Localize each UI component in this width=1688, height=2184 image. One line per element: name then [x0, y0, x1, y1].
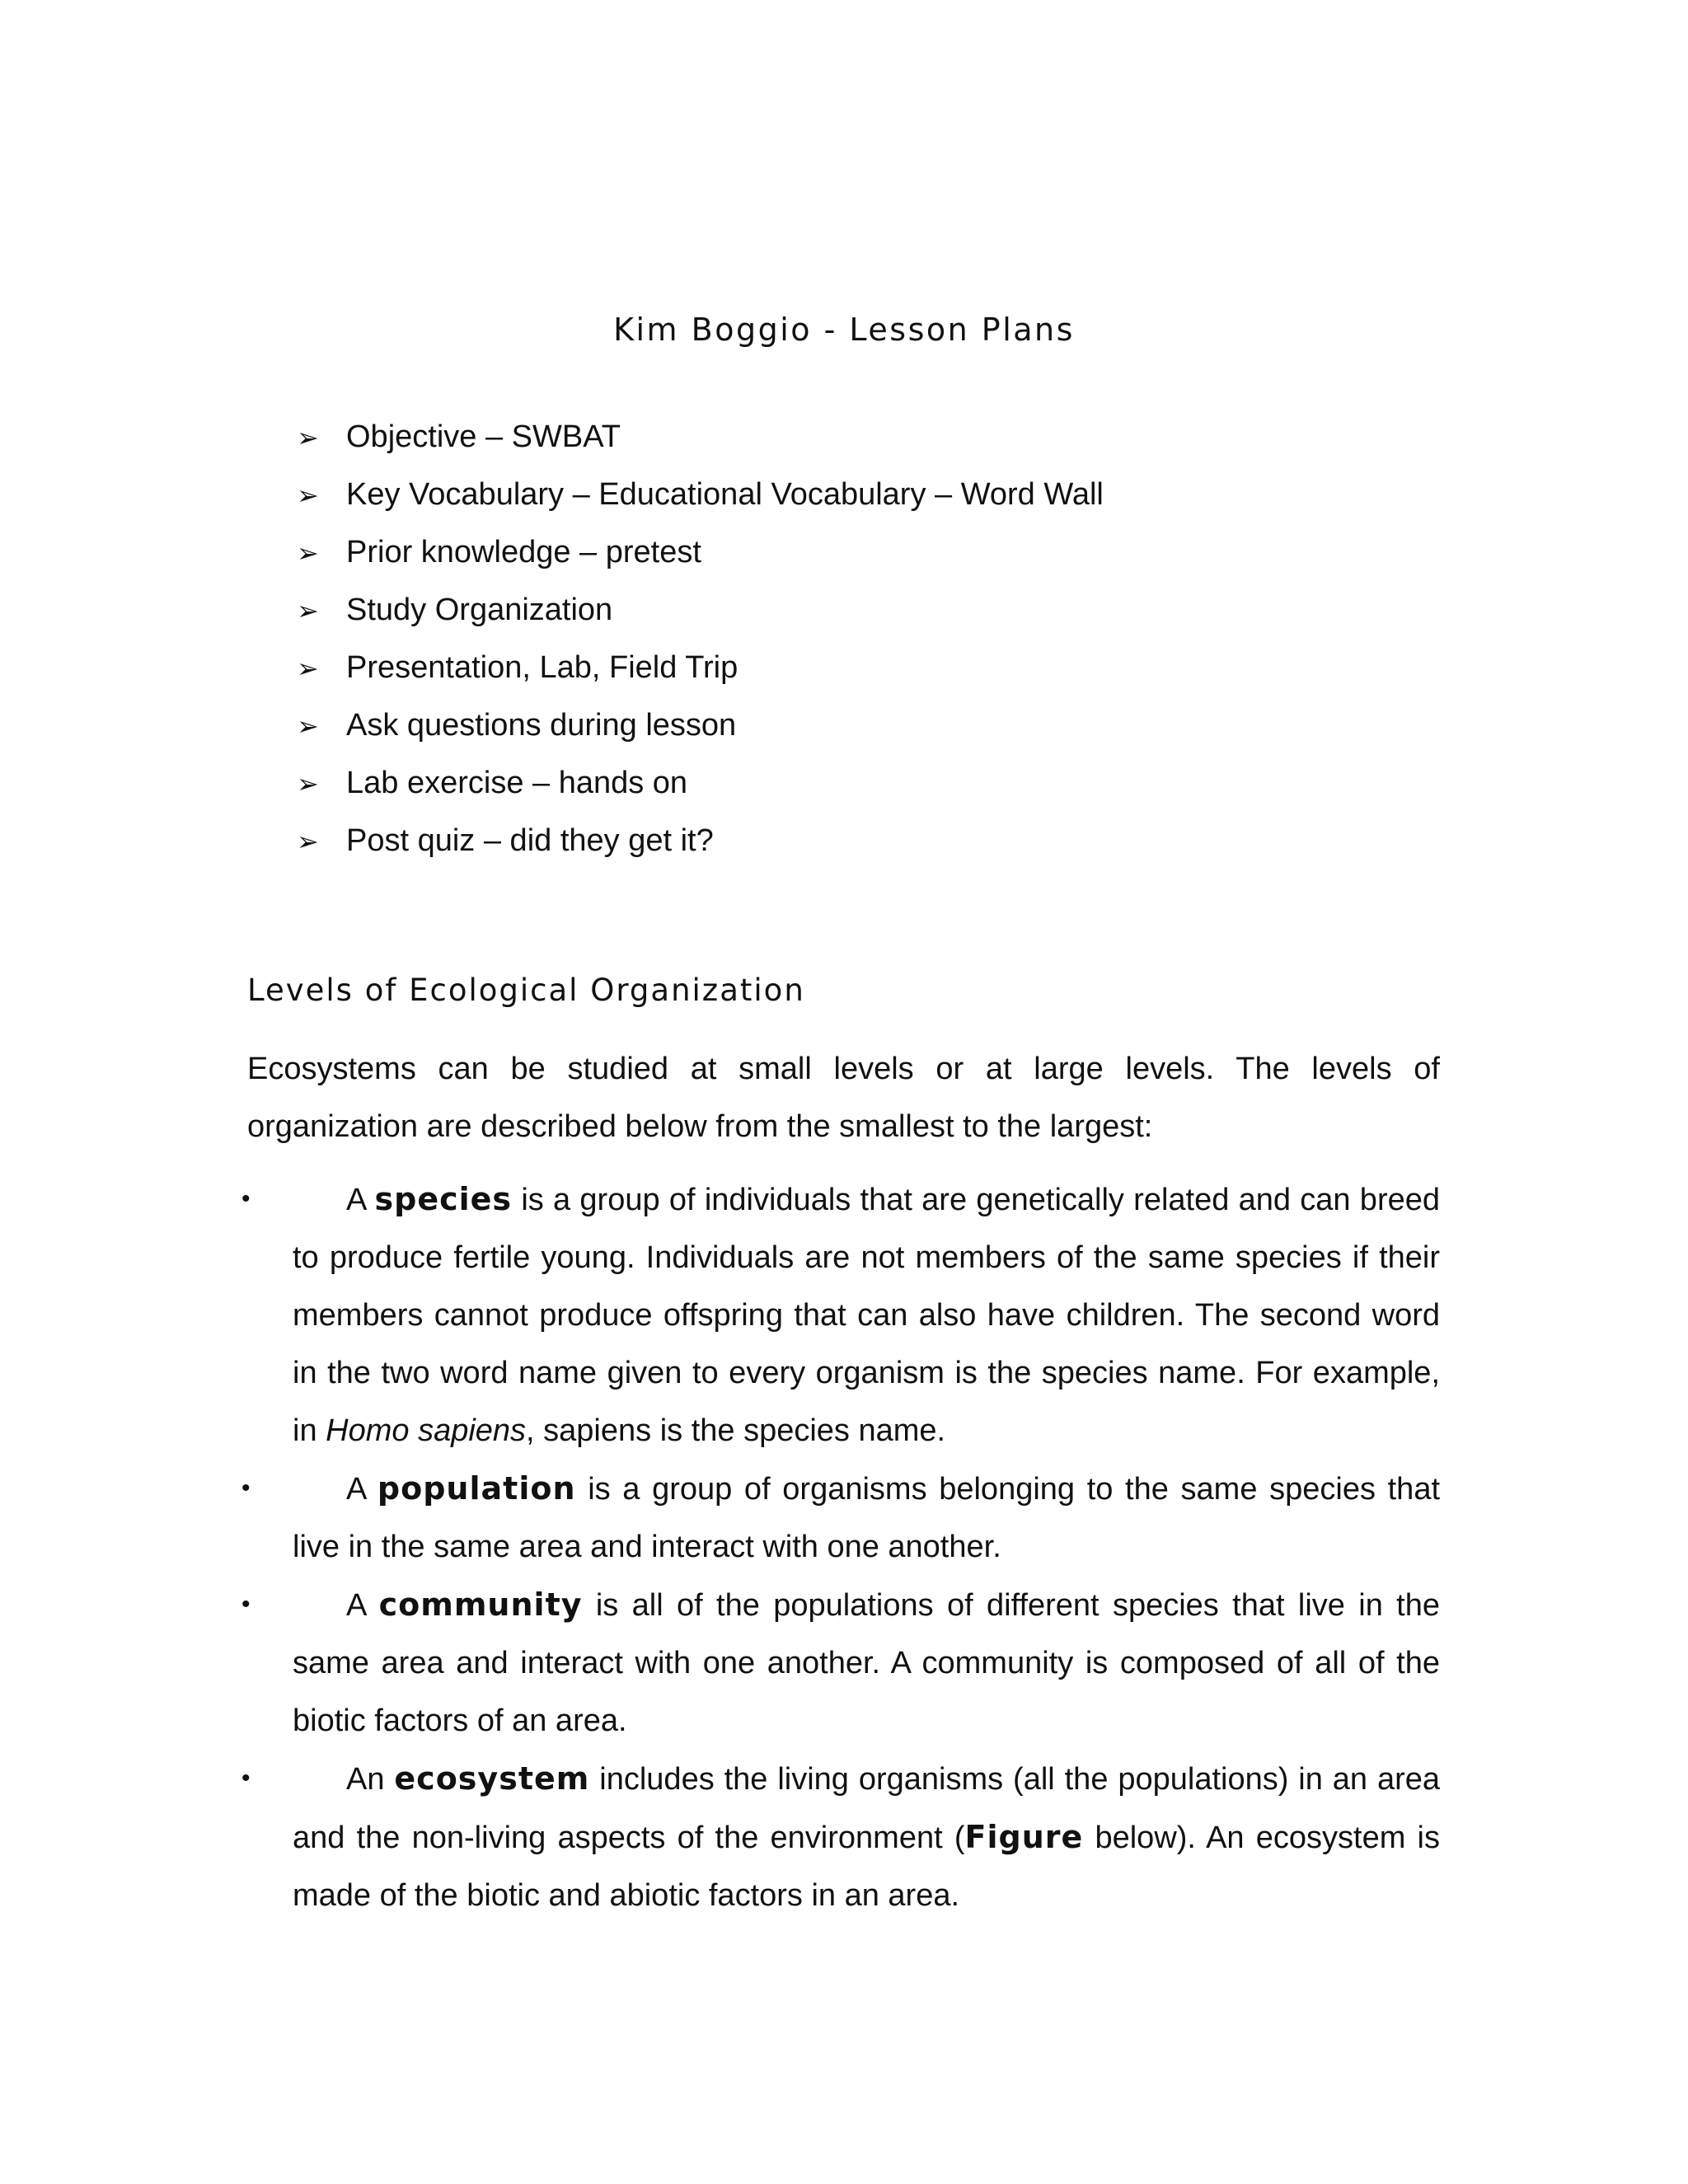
list-item	[297, 696, 1104, 754]
bullet-icon: •	[241, 1765, 251, 1792]
level-item-species	[241, 1170, 1440, 1460]
list-item-text: Study Organization	[346, 593, 613, 627]
intro-paragraph: Ecosystems can be studied at small levels or at large levels. The levels of organization are described below from the smallest to the largest:	[247, 1052, 1440, 1144]
ecological-levels-list	[241, 1170, 1441, 1924]
list-item	[297, 581, 1104, 639]
arrow-bullet-icon: ➢	[297, 711, 319, 741]
list-item-text: Prior knowledge – pretest	[346, 535, 701, 569]
arrow-bullet-icon: ➢	[297, 596, 319, 626]
figure-reference: Figure	[964, 1819, 1084, 1855]
term-ecosystem: ecosystem	[394, 1760, 590, 1797]
scientific-name: Homo sapiens	[326, 1413, 527, 1448]
list-item-text: Key Vocabulary – Educational Vocabulary – Word Wall	[346, 477, 1104, 512]
arrow-bullet-icon: ➢	[297, 827, 319, 856]
list-item-text: Objective – SWBAT	[346, 419, 621, 454]
page-title: Kim Boggio - Lesson Plans	[613, 312, 1075, 348]
definition-text: includes the living organisms (all the populations) in an area and the non-living aspects of the environment (	[293, 1762, 1441, 1855]
article-word: A	[346, 1588, 366, 1623]
definition-text-end: , sapiens is the species name.	[526, 1413, 946, 1448]
arrow-bullet-icon: ➢	[297, 769, 319, 799]
list-item	[297, 812, 1104, 869]
article-word: An	[346, 1762, 385, 1797]
definition-text: is all of the populations of different species that live in the same area and interact with one another. A community is composed of all of the biotic factors of an area.	[293, 1588, 1441, 1738]
list-item-text: Lab exercise – hands on	[346, 766, 688, 800]
definition-text-end: below). An ecosystem is made of the biotic and abiotic factors in an area.	[293, 1821, 1440, 1913]
definition-text: is a group of organisms belonging to the same species that live in the same area and interact with one another.	[293, 1472, 1441, 1564]
term-community: community	[378, 1586, 583, 1623]
article-word: A	[346, 1183, 366, 1217]
list-item	[297, 523, 1104, 581]
arrow-bullet-icon: ➢	[297, 480, 319, 510]
level-item-community	[241, 1576, 1441, 1750]
arrow-bullet-icon: ➢	[297, 538, 319, 568]
list-item	[297, 408, 1104, 466]
term-population: population	[377, 1470, 576, 1507]
term-species: species	[374, 1181, 513, 1217]
bullet-icon: •	[241, 1474, 251, 1502]
bullet-icon: •	[241, 1185, 251, 1212]
list-item-text: Post quiz – did they get it?	[346, 823, 714, 858]
list-item	[297, 639, 1104, 696]
list-item-text: Presentation, Lab, Field Trip	[346, 650, 738, 685]
article-word: A	[346, 1472, 366, 1507]
list-item-text: Ask questions during lesson	[346, 708, 737, 743]
list-item	[297, 754, 1104, 812]
lesson-plan-checklist	[297, 408, 1104, 869]
level-item-ecosystem	[241, 1750, 1441, 1924]
bullet-icon: •	[241, 1591, 251, 1618]
arrow-bullet-icon: ➢	[297, 423, 319, 452]
definition-text: is a group of individuals that are genetically related and can breed to produce fertile young. Individuals are not members of the same species if their members cannot produce offspring that can also have children. The second word in the two word name given to every organism is the species name. For example, in	[293, 1183, 1440, 1448]
list-item	[297, 466, 1104, 523]
section-heading: Levels of Ecological Organization	[247, 972, 805, 1008]
arrow-bullet-icon: ➢	[297, 654, 319, 683]
level-item-population	[241, 1460, 1441, 1576]
